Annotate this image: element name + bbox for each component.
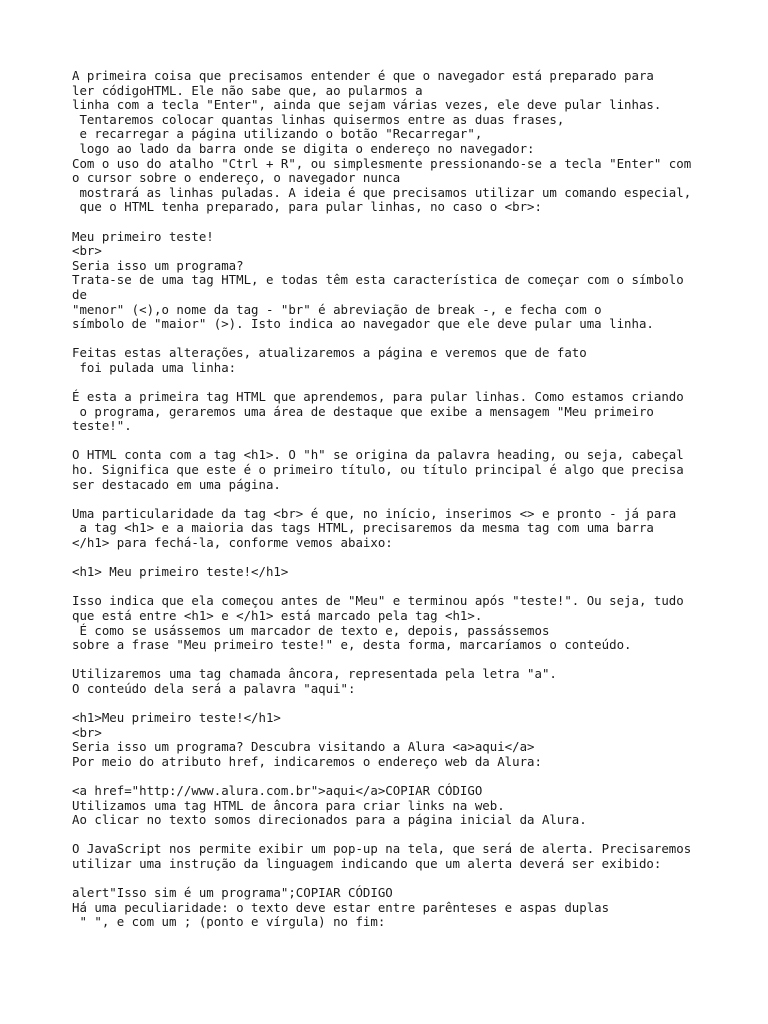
text-line: "menor" (<),o nome da tag - "br" é abreviação de break -, e fecha com o	[72, 301, 602, 317]
text-line: símbolo de "maior" (>). Isto indica ao navegador que ele deve pular uma linha.	[72, 316, 654, 332]
text-line: logo ao lado da barra onde se digita o endereço no navegador:	[72, 140, 535, 156]
text-line: <a href="http://www.alura.com.br">aqui</a>COPIAR CÓDIGO	[72, 783, 483, 799]
text-line: que o HTML tenha preparado, para pular linhas, no caso o <br>:	[72, 199, 542, 215]
text-line	[72, 434, 732, 449]
text-line: Uma particularidade da tag <br> é que, no início, inserimos <> e pronto - já para	[72, 505, 677, 521]
text-line: <h1>Meu primeiro teste!</h1>	[72, 710, 281, 726]
text-line: o programa, geraremos uma área de destaque que exibe a mensagem "Meu primeiro	[72, 403, 654, 419]
text-line: Por meio do atributo href, indicaremos o endereço web da Alura:	[72, 753, 542, 769]
text-line	[72, 375, 732, 390]
text-line: <br>	[72, 724, 102, 740]
text-line: O JavaScript nos permite exibir um pop-up na tela, que será de alerta. Precisaremos	[72, 841, 692, 857]
text-line: foi pulada uma linha:	[72, 359, 237, 375]
text-line: O conteúdo dela será a palavra "aqui":	[72, 680, 356, 696]
text-line: O HTML conta com a tag <h1>. O "h" se origina da palavra heading, ou seja, cabeçal	[72, 447, 684, 463]
text-line: teste!".	[72, 418, 132, 434]
text-line	[72, 332, 732, 347]
text-line: Ao clicar no texto somos direcionados para a página inicial da Alura.	[72, 812, 587, 828]
text-line: Com o uso do atalho "Ctrl + R", ou simplesmente pressionando-se a tecla "Enter" com	[72, 155, 692, 171]
text-line	[72, 697, 732, 712]
text-line: Utilizamos uma tag HTML de âncora para criar links na web.	[72, 797, 505, 813]
text-line: o cursor sobre o endereço, o navegador nunca	[72, 170, 401, 186]
text-line	[72, 770, 732, 785]
text-line: Seria isso um programa?	[72, 257, 244, 273]
text-line: Meu primeiro teste!	[72, 228, 214, 244]
text-line: que está entre <h1> e </h1> está marcado pela tag <h1>.	[72, 607, 483, 623]
text-line	[72, 828, 732, 843]
text-line: ler códigoHTML. Ele não sabe que, ao pularmos a	[72, 82, 423, 98]
text-line: utilizar uma instrução da linguagem indicando que um alerta deverá ser exibido:	[72, 856, 662, 872]
text-line: <h1> Meu primeiro teste!</h1>	[72, 564, 289, 580]
text-line: É esta a primeira tag HTML que aprendemos, para pular linhas. Como estamos criando	[72, 389, 684, 405]
text-line: Tentaremos colocar quantas linhas quisermos entre as duas frases,	[72, 111, 565, 127]
text-line: A primeira coisa que precisamos entender é que o navegador está preparado para	[72, 68, 654, 83]
text-line: <br>	[72, 243, 102, 259]
text-line	[72, 492, 732, 507]
text-line: " ", e com um ; (ponto e vírgula) no fim:	[72, 914, 386, 930]
text-line: e recarregar a página utilizando o botão "Recarregar",	[72, 126, 483, 142]
text-line	[72, 215, 732, 230]
text-line: ho. Significa que este é o primeiro título, ou título principal é algo que precisa	[72, 462, 684, 478]
text-line	[72, 580, 732, 595]
text-line	[72, 872, 732, 887]
text-line: ser destacado em uma página.	[72, 476, 281, 492]
text-line	[72, 551, 732, 566]
text-line: a tag <h1> e a maioria das tags HTML, precisaremos da mesma tag com uma barra	[72, 520, 654, 536]
text-line	[72, 653, 732, 668]
text-line: Feitas estas alterações, atualizaremos a página e veremos que de fato	[72, 345, 587, 361]
text-line: Utilizaremos uma tag chamada âncora, representada pela letra "a".	[72, 666, 557, 682]
text-line: sobre a frase "Meu primeiro teste!" e, desta forma, marcaríamos o conteúdo.	[72, 637, 632, 653]
text-line: Há uma peculiaridade: o texto deve estar entre parênteses e aspas duplas	[72, 899, 610, 915]
document-page	[72, 69, 732, 930]
text-line: Seria isso um programa? Descubra visitando a Alura <a>aqui</a>	[72, 739, 535, 755]
text-line: alert"Isso sim é um programa";COPIAR CÓDIGO	[72, 885, 393, 901]
text-line: linha com a tecla "Enter", ainda que sejam várias vezes, ele deve pular linhas.	[72, 97, 662, 113]
text-line: Trata-se de uma tag HTML, e todas têm esta característica de começar com o símbolo	[72, 272, 684, 288]
text-line: É como se usássemos um marcador de texto e, depois, passássemos	[72, 622, 550, 638]
text-line: Isso indica que ela começou antes de "Meu" e terminou após "teste!". Ou seja, tudo	[72, 593, 684, 609]
text-line: de	[72, 286, 87, 302]
text-line: mostrará as linhas puladas. A ideia é que precisamos utilizar um comando especial,	[72, 184, 692, 200]
text-line: </h1> para fechá-la, conforme vemos abaixo:	[72, 535, 393, 550]
